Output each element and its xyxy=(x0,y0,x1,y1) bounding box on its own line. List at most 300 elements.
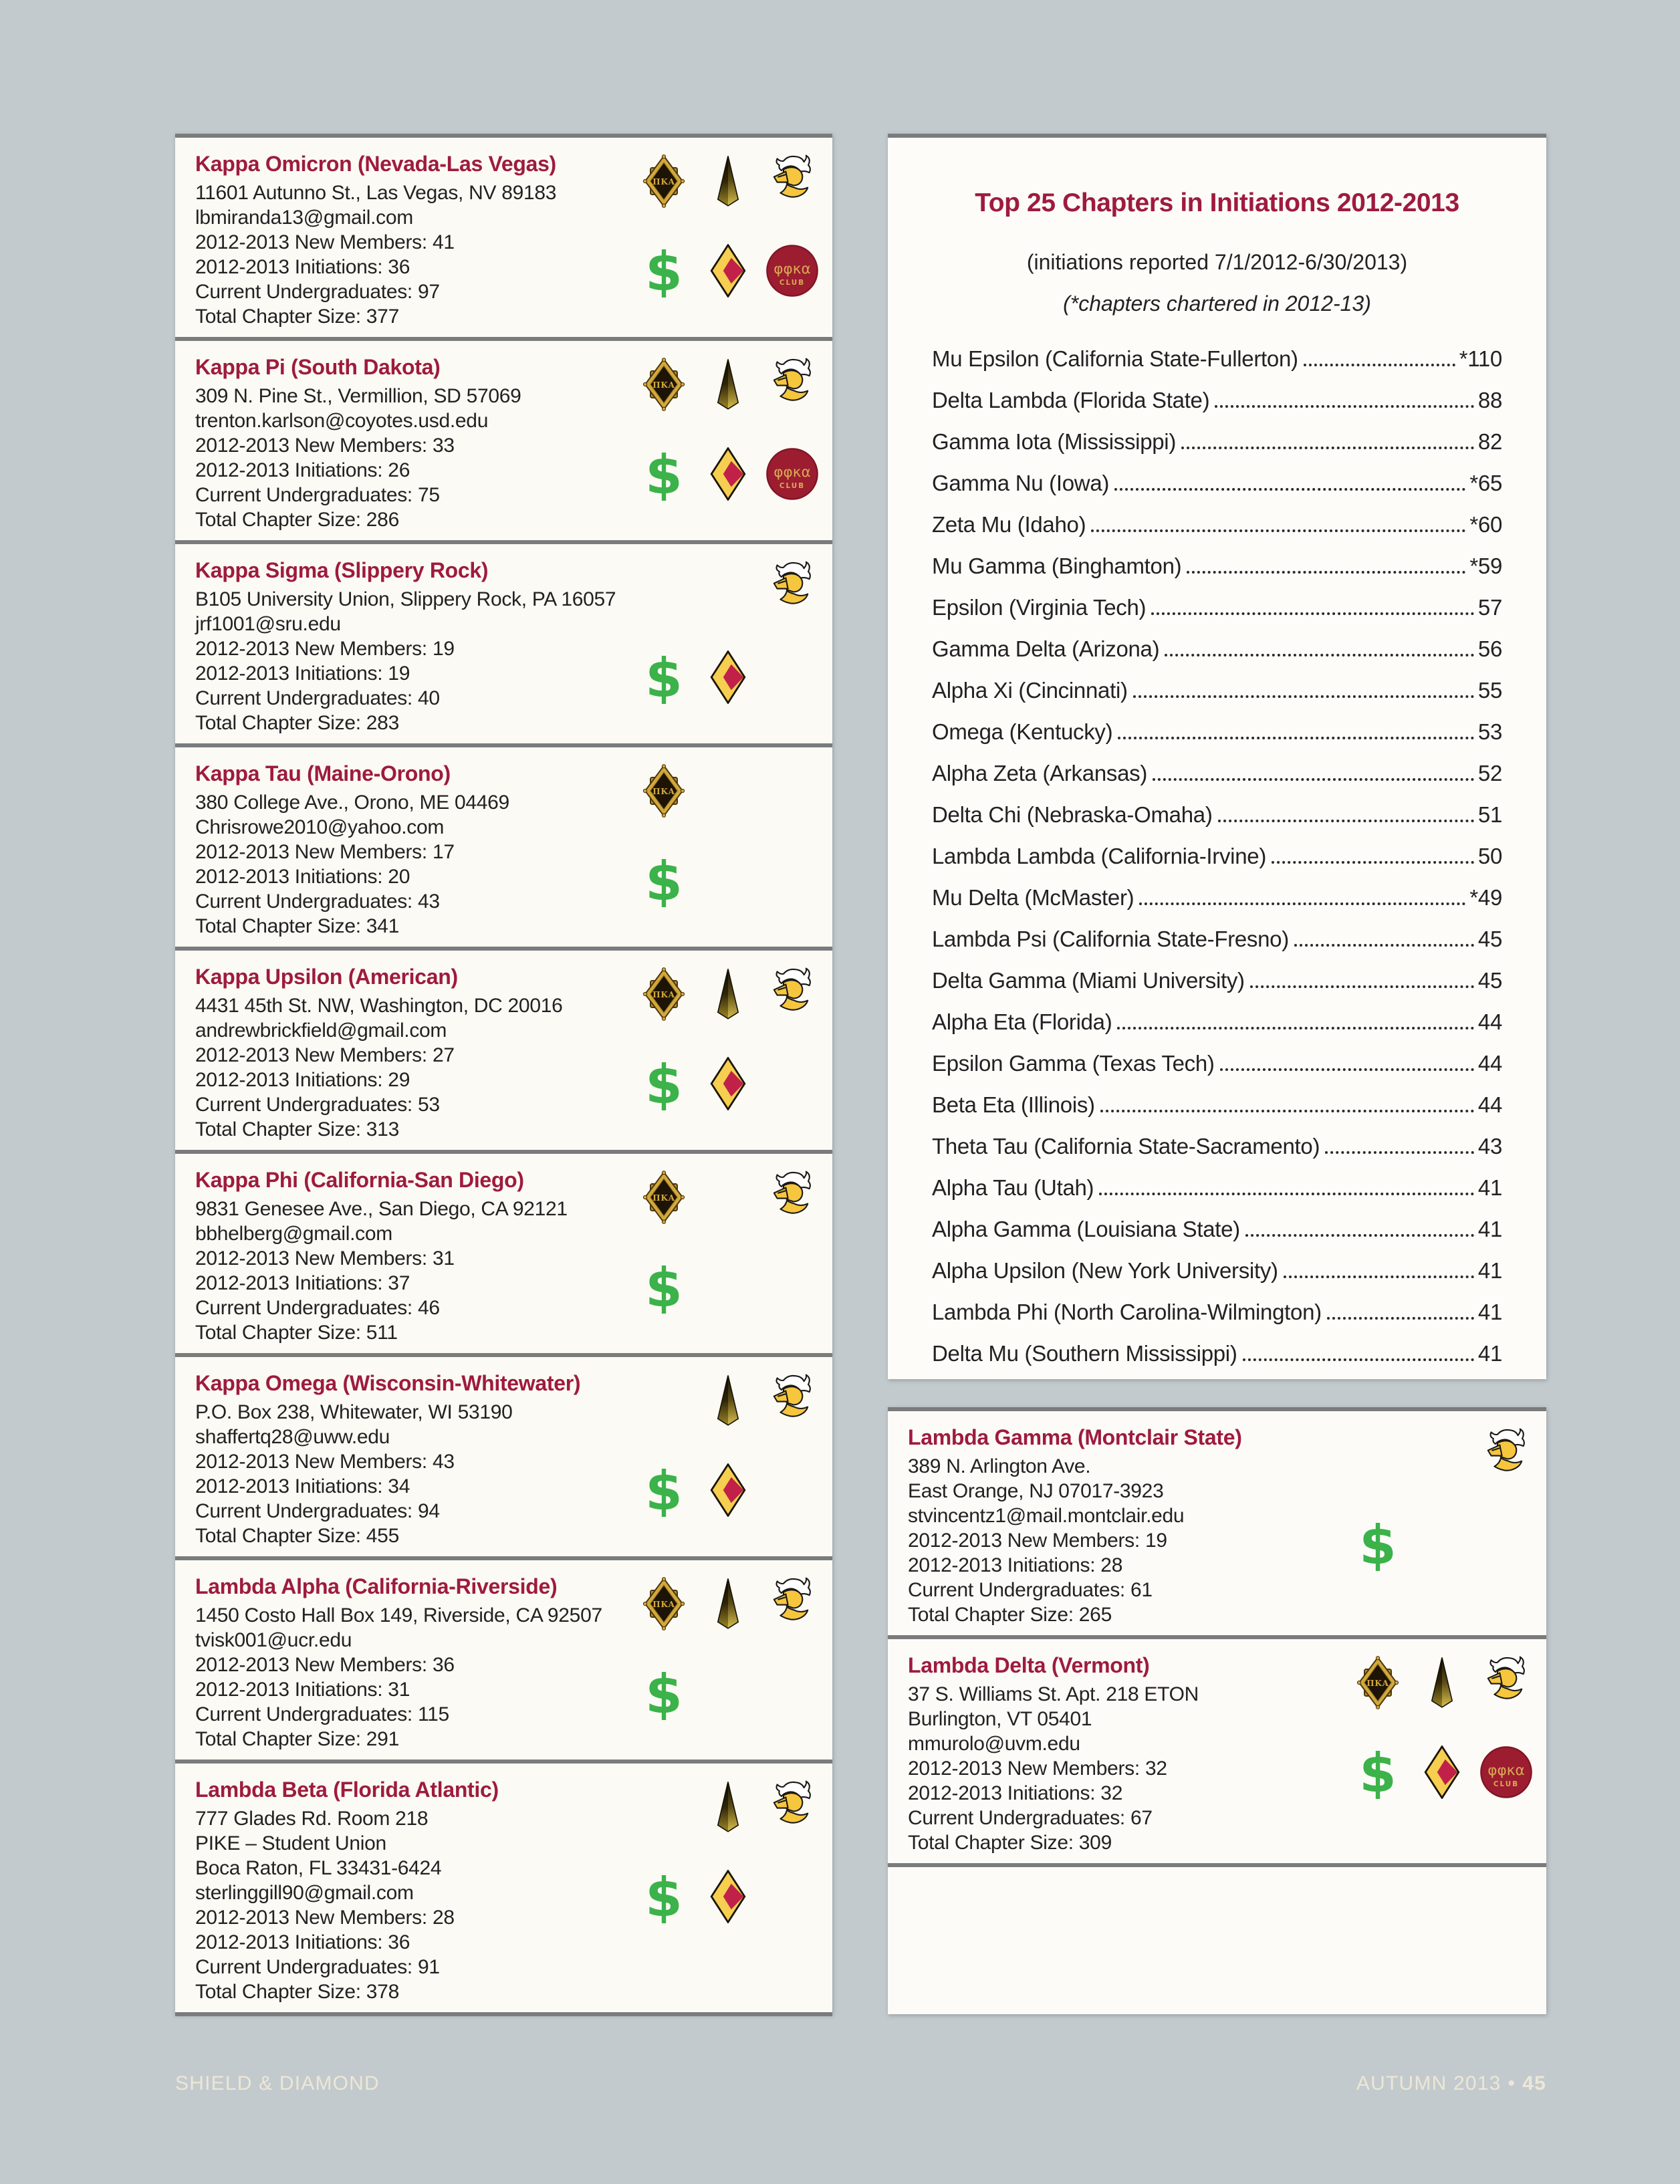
chapter-name: Alpha Tau (Utah) xyxy=(932,1175,1094,1200)
pka-badge-icon xyxy=(632,965,696,1023)
chapter-entry xyxy=(888,1407,1546,1635)
shield-diamond-icon xyxy=(696,1055,760,1112)
chapter-title: Kappa Tau (Maine-Orono) xyxy=(195,761,451,785)
dot-leader xyxy=(1245,1234,1474,1237)
entry-line: Current Undergraduates: 43 xyxy=(195,890,440,913)
dot-leader xyxy=(1091,529,1465,532)
award-icons xyxy=(632,762,824,909)
initiation-count: 43 xyxy=(1477,1134,1502,1159)
svg-text:$: $ xyxy=(645,1667,683,1720)
magazine-name: SHIELD & DIAMOND xyxy=(175,2072,380,2094)
shield-diamond-icon xyxy=(1410,1743,1474,1801)
svg-text:$: $ xyxy=(645,1057,683,1110)
dollar-sign-icon xyxy=(632,852,696,909)
top25-list xyxy=(932,346,1502,1382)
initiation-count: 51 xyxy=(1477,802,1502,827)
svg-text:φφκα: φφκα xyxy=(773,261,811,277)
entry-line: P.O. Box 238, Whitewater, WI 53190 xyxy=(195,1401,513,1423)
svg-text:$: $ xyxy=(1359,1745,1397,1799)
dot-leader xyxy=(1304,364,1455,366)
top25-item xyxy=(932,1300,1502,1341)
icon-slot-empty xyxy=(760,1665,824,1722)
entry-line: B105 University Union, Slippery Rock, PA 16057 xyxy=(195,588,616,610)
svg-text:$: $ xyxy=(645,1463,683,1517)
obelisk-icon xyxy=(696,1778,760,1836)
entry-line: Total Chapter Size: 309 xyxy=(908,1832,1112,1854)
dollar-sign-icon xyxy=(632,1665,696,1722)
ffka-club-icon xyxy=(760,242,824,299)
top25-item xyxy=(932,761,1502,802)
initiation-count: 44 xyxy=(1477,1051,1502,1076)
entry-line: 2012-2013 Initiations: 37 xyxy=(195,1272,410,1294)
dot-leader xyxy=(1250,985,1474,988)
shield-diamond-icon xyxy=(696,242,760,299)
entry-line: 2012-2013 New Members: 27 xyxy=(195,1044,455,1066)
top25-item xyxy=(932,1175,1502,1217)
knight-helmet-icon xyxy=(760,559,824,616)
top25-note: (*chapters chartered in 2012-13) xyxy=(1063,291,1371,316)
entry-line: Total Chapter Size: 313 xyxy=(195,1118,399,1140)
svg-text:$: $ xyxy=(645,447,683,501)
entry-line: 2012-2013 New Members: 36 xyxy=(195,1654,455,1676)
pka-badge-icon xyxy=(1346,1654,1410,1711)
chapter-entry xyxy=(175,1556,832,1760)
top25-item xyxy=(932,678,1502,719)
obelisk-icon xyxy=(1410,1654,1474,1711)
dot-leader xyxy=(1327,1317,1474,1320)
knight-helmet-icon xyxy=(760,152,824,210)
ffka-club-icon xyxy=(760,445,824,503)
dollar-sign-icon xyxy=(1346,1515,1410,1573)
award-icons xyxy=(632,1169,824,1316)
entry-line: 389 N. Arlington Ave. xyxy=(908,1455,1091,1477)
dot-leader xyxy=(1187,571,1465,574)
top25-item xyxy=(932,1341,1502,1382)
top25-card xyxy=(888,134,1546,1379)
icon-slot-empty xyxy=(760,852,824,909)
entry-line: 2012-2013 Initiations: 29 xyxy=(195,1069,410,1091)
entry-line: 2012-2013 Initiations: 36 xyxy=(195,1931,410,1953)
icon-slot-empty xyxy=(760,762,824,820)
chapter-name: Delta Mu (Southern Mississippi) xyxy=(932,1341,1237,1366)
issue-label: AUTUMN 2013 xyxy=(1356,2072,1502,2094)
entry-line: Current Undergraduates: 40 xyxy=(195,687,440,709)
entry-line: 11601 Autunno St., Las Vegas, NV 89183 xyxy=(195,182,557,204)
top25-item xyxy=(932,1092,1502,1134)
chapter-entry xyxy=(175,947,832,1150)
initiation-count: 53 xyxy=(1477,719,1502,744)
svg-text:$: $ xyxy=(645,1870,683,1923)
initiation-count: 82 xyxy=(1477,429,1502,454)
chapter-name: Epsilon Gamma (Texas Tech) xyxy=(932,1051,1215,1076)
dot-leader xyxy=(1181,447,1474,449)
initiation-count: *65 xyxy=(1469,471,1502,495)
entry-line: Total Chapter Size: 455 xyxy=(195,1525,399,1547)
top25-item xyxy=(932,719,1502,761)
dot-leader xyxy=(1294,944,1474,947)
chapter-name: Delta Chi (Nebraska-Omaha) xyxy=(932,802,1213,827)
chapter-entry xyxy=(175,1353,832,1556)
dot-leader xyxy=(1151,612,1474,615)
icon-slot-empty xyxy=(696,762,760,820)
entry-line: Boca Raton, FL 33431-6424 xyxy=(195,1857,442,1879)
shield-diamond-icon xyxy=(696,1868,760,1925)
entry-line: 9831 Genesee Ave., San Diego, CA 92121 xyxy=(195,1198,568,1220)
initiation-count: 88 xyxy=(1477,388,1502,412)
pka-badge-icon xyxy=(632,1575,696,1632)
obelisk-icon xyxy=(696,1575,760,1632)
top25-item xyxy=(932,1217,1502,1258)
dot-leader xyxy=(1118,737,1474,739)
dot-leader xyxy=(1133,695,1474,698)
initiation-count: 45 xyxy=(1477,968,1502,993)
svg-text:$: $ xyxy=(1359,1518,1397,1571)
knight-helmet-icon xyxy=(760,965,824,1023)
svg-text:ΠΚΑ: ΠΚΑ xyxy=(1366,1678,1389,1688)
chapter-name: Alpha Gamma (Louisiana State) xyxy=(932,1217,1240,1241)
initiation-count: 50 xyxy=(1477,844,1502,868)
entry-line: Total Chapter Size: 378 xyxy=(195,1981,399,2003)
knight-helmet-icon xyxy=(760,1778,824,1836)
obelisk-icon xyxy=(696,1372,760,1429)
initiation-count: 52 xyxy=(1477,761,1502,785)
dot-leader xyxy=(1117,1027,1473,1029)
chapter-name: Gamma Nu (Iowa) xyxy=(932,471,1110,495)
initiation-count: 41 xyxy=(1477,1258,1502,1283)
svg-text:$: $ xyxy=(645,244,683,297)
top25-item xyxy=(932,346,1502,388)
pka-badge-icon xyxy=(632,1169,696,1226)
dot-leader xyxy=(1284,1276,1474,1278)
top25-item xyxy=(932,844,1502,885)
chapter-name: Lambda Lambda (California-Irvine) xyxy=(932,844,1267,868)
svg-text:ΠΚΑ: ΠΚΑ xyxy=(652,176,675,187)
entry-line: 37 S. Williams St. Apt. 218 ETON xyxy=(908,1683,1199,1705)
top25-item xyxy=(932,1009,1502,1051)
initiation-count: 45 xyxy=(1477,927,1502,951)
shield-diamond-icon xyxy=(696,648,760,706)
entry-line: 2012-2013 Initiations: 32 xyxy=(908,1782,1123,1804)
dot-leader xyxy=(1139,902,1465,905)
top25-item xyxy=(932,388,1502,429)
dot-leader xyxy=(1218,820,1474,822)
entry-line: Current Undergraduates: 115 xyxy=(195,1703,449,1725)
chapter-name: Mu Gamma (Binghamton) xyxy=(932,554,1182,578)
pka-badge-icon xyxy=(632,356,696,413)
dollar-sign-icon xyxy=(1346,1743,1410,1801)
svg-text:CLUB: CLUB xyxy=(779,278,806,287)
entry-line: 2012-2013 New Members: 41 xyxy=(195,231,455,253)
shield-diamond-icon xyxy=(696,445,760,503)
chapter-title: Kappa Upsilon (American) xyxy=(195,965,458,989)
chapter-entry xyxy=(175,134,832,337)
top25-title: Top 25 Chapters in Initiations 2012-2013 xyxy=(975,189,1459,217)
obelisk-icon xyxy=(696,356,760,413)
top25-item xyxy=(932,802,1502,844)
chapter-entry xyxy=(175,1760,832,2012)
award-icons xyxy=(1346,1426,1538,1573)
entry-line: Total Chapter Size: 286 xyxy=(195,509,399,531)
top25-item xyxy=(932,595,1502,636)
chapter-title: Lambda Gamma (Montclair State) xyxy=(908,1425,1242,1449)
dollar-sign-icon xyxy=(632,1461,696,1519)
chapter-entry xyxy=(175,337,832,540)
chapter-name: Alpha Zeta (Arkansas) xyxy=(932,761,1148,785)
dollar-sign-icon xyxy=(632,1055,696,1112)
top25-subtitle: (initiations reported 7/1/2012-6/30/2013) xyxy=(1026,250,1408,274)
chapter-name: Delta Gamma (Miami University) xyxy=(932,968,1245,993)
entry-line: 2012-2013 Initiations: 19 xyxy=(195,662,410,685)
entry-line: mmurolo@uvm.edu xyxy=(908,1733,1080,1755)
entry-line: 4431 45th St. NW, Washington, DC 20016 xyxy=(195,995,563,1017)
page-footer xyxy=(175,2072,1546,2095)
entry-line: 380 College Ave., Orono, ME 04469 xyxy=(195,792,509,814)
entry-line: Current Undergraduates: 91 xyxy=(195,1956,440,1978)
left-chapter-column xyxy=(175,134,832,2014)
chapter-name: Lambda Phi (North Carolina-Wilmington) xyxy=(932,1300,1322,1324)
entry-line: Current Undergraduates: 97 xyxy=(195,281,440,303)
entry-line: Current Undergraduates: 67 xyxy=(908,1807,1153,1829)
dot-leader xyxy=(1099,1193,1474,1195)
entry-line: Total Chapter Size: 265 xyxy=(908,1604,1112,1626)
top25-item xyxy=(932,554,1502,595)
top25-item xyxy=(932,636,1502,678)
entry-line: Current Undergraduates: 53 xyxy=(195,1094,440,1116)
knight-helmet-icon xyxy=(760,1169,824,1226)
svg-text:$: $ xyxy=(645,650,683,704)
page-number: 45 xyxy=(1522,2072,1546,2094)
initiation-count: 56 xyxy=(1477,636,1502,661)
icon-slot-empty xyxy=(1410,1515,1474,1573)
award-icons xyxy=(1346,1654,1538,1801)
chapter-name: Epsilon (Virginia Tech) xyxy=(932,595,1147,620)
chapter-title: Lambda Beta (Florida Atlantic) xyxy=(195,1778,499,1802)
entry-line: shaffertq28@uww.edu xyxy=(195,1426,390,1448)
award-icons xyxy=(632,559,824,706)
top25-item xyxy=(932,512,1502,554)
dot-leader xyxy=(1325,1151,1474,1154)
icon-slot-empty xyxy=(696,559,760,616)
chapter-title: Kappa Omicron (Nevada-Las Vegas) xyxy=(195,152,556,176)
entry-line: Burlington, VT 05401 xyxy=(908,1708,1092,1730)
award-icons xyxy=(632,1778,824,1925)
entry-line: Total Chapter Size: 283 xyxy=(195,712,399,734)
dot-leader xyxy=(1153,778,1474,781)
chapter-title: Kappa Sigma (Slippery Rock) xyxy=(195,558,489,582)
top25-item xyxy=(932,968,1502,1009)
entry-line: Current Undergraduates: 94 xyxy=(195,1500,440,1522)
icon-slot-empty xyxy=(760,648,824,706)
dot-leader xyxy=(1114,488,1465,491)
obelisk-icon xyxy=(696,965,760,1023)
ffka-club-icon xyxy=(1474,1743,1538,1801)
initiation-count: 41 xyxy=(1477,1300,1502,1324)
dollar-sign-icon xyxy=(632,1258,696,1316)
entry-line: 2012-2013 New Members: 33 xyxy=(195,435,455,457)
knight-helmet-icon xyxy=(1474,1654,1538,1711)
award-icons xyxy=(632,152,824,299)
award-icons xyxy=(632,356,824,503)
award-icons xyxy=(632,1372,824,1519)
pka-badge-icon xyxy=(632,152,696,210)
top25-item xyxy=(932,1134,1502,1175)
top25-item xyxy=(932,885,1502,927)
entry-line: trenton.karlson@coyotes.usd.edu xyxy=(195,410,489,432)
initiation-count: *60 xyxy=(1469,512,1502,537)
icon-slot-empty xyxy=(1474,1515,1538,1573)
entry-line: Total Chapter Size: 377 xyxy=(195,306,399,328)
chapter-name: Alpha Eta (Florida) xyxy=(932,1009,1112,1034)
chapter-name: Beta Eta (Illinois) xyxy=(932,1092,1095,1117)
initiation-count: 57 xyxy=(1477,595,1502,620)
svg-text:ΠΚΑ: ΠΚΑ xyxy=(652,1193,675,1203)
entry-line: 2012-2013 Initiations: 34 xyxy=(195,1475,410,1497)
initiation-count: 44 xyxy=(1477,1009,1502,1034)
svg-text:ΠΚΑ: ΠΚΑ xyxy=(652,786,675,796)
entry-line: PIKE – Student Union xyxy=(195,1832,386,1854)
dot-leader xyxy=(1100,1110,1474,1112)
dot-leader xyxy=(1220,1068,1474,1071)
entry-line: 2012-2013 Initiations: 31 xyxy=(195,1679,410,1701)
icon-slot-empty xyxy=(1410,1426,1474,1483)
right-chapter-column xyxy=(888,1407,1546,2014)
initiation-count: 55 xyxy=(1477,678,1502,703)
entry-line: 2012-2013 Initiations: 20 xyxy=(195,866,410,888)
dollar-sign-icon xyxy=(632,242,696,299)
icon-slot-empty xyxy=(760,1461,824,1519)
top25-item xyxy=(932,1258,1502,1300)
entry-line: jrf1001@sru.edu xyxy=(195,613,341,635)
shield-diamond-icon xyxy=(696,1461,760,1519)
chapter-name: Zeta Mu (Idaho) xyxy=(932,512,1086,537)
entry-line: lbmiranda13@gmail.com xyxy=(195,207,413,229)
entry-line: 2012-2013 New Members: 31 xyxy=(195,1247,455,1269)
entry-line: tvisk001@ucr.edu xyxy=(195,1629,352,1651)
entry-line: stvincentz1@mail.montclair.edu xyxy=(908,1505,1185,1527)
knight-helmet-icon xyxy=(1474,1426,1538,1483)
dollar-sign-icon xyxy=(632,445,696,503)
initiation-count: *110 xyxy=(1459,346,1502,371)
icon-slot-empty xyxy=(632,1778,696,1836)
icon-slot-empty xyxy=(696,1665,760,1722)
obelisk-icon xyxy=(696,152,760,210)
dot-leader xyxy=(1272,861,1474,864)
icon-slot-empty xyxy=(632,1372,696,1429)
chapter-entry xyxy=(175,540,832,743)
chapter-name: Lambda Psi (California State-Fresno) xyxy=(932,927,1289,951)
entry-line: 2012-2013 New Members: 19 xyxy=(908,1530,1167,1552)
chapter-name: Alpha Xi (Cincinnati) xyxy=(932,678,1128,703)
entry-line: 2012-2013 New Members: 17 xyxy=(195,841,455,863)
svg-text:ΠΚΑ: ΠΚΑ xyxy=(652,1599,675,1609)
initiation-count: 41 xyxy=(1477,1217,1502,1241)
entry-line: 2012-2013 New Members: 32 xyxy=(908,1757,1167,1780)
icon-slot-empty xyxy=(760,1868,824,1925)
chapter-name: Delta Lambda (Florida State) xyxy=(932,388,1210,412)
dot-leader xyxy=(1243,1358,1474,1361)
icon-slot-empty xyxy=(696,852,760,909)
chapter-title: Kappa Omega (Wisconsin-Whitewater) xyxy=(195,1371,581,1395)
top25-item xyxy=(932,429,1502,471)
entry-line: andrewbrickfield@gmail.com xyxy=(195,1019,447,1042)
chapter-name: Theta Tau (California State-Sacramento) xyxy=(932,1134,1320,1159)
svg-text:CLUB: CLUB xyxy=(779,481,806,490)
chapter-name: Gamma Iota (Mississippi) xyxy=(932,429,1177,454)
column-filler xyxy=(888,1863,1546,2014)
entry-line: Total Chapter Size: 511 xyxy=(195,1322,398,1344)
svg-text:$: $ xyxy=(645,1260,683,1314)
icon-slot-empty xyxy=(696,1258,760,1316)
chapter-name: Mu Delta (McMaster) xyxy=(932,885,1134,910)
pka-badge-icon xyxy=(632,762,696,820)
top25-column xyxy=(888,134,1546,1379)
chapter-title: Lambda Alpha (California-Riverside) xyxy=(195,1574,558,1598)
svg-text:ΠΚΑ: ΠΚΑ xyxy=(652,380,675,390)
chapter-name: Mu Epsilon (California State-Fullerton) xyxy=(932,346,1298,371)
entry-line: Current Undergraduates: 75 xyxy=(195,484,440,506)
entry-line: 2012-2013 New Members: 43 xyxy=(195,1451,455,1473)
dot-leader xyxy=(1165,654,1474,656)
entry-line: 2012-2013 Initiations: 26 xyxy=(195,459,410,481)
top25-item xyxy=(932,1051,1502,1092)
top25-item xyxy=(932,471,1502,512)
icon-slot-empty xyxy=(1346,1426,1410,1483)
entry-line: 2012-2013 Initiations: 36 xyxy=(195,256,410,278)
svg-text:CLUB: CLUB xyxy=(1493,1780,1520,1788)
entry-line: 777 Glades Rd. Room 218 xyxy=(195,1808,429,1830)
entry-line: 2012-2013 New Members: 28 xyxy=(195,1907,455,1929)
top25-item xyxy=(932,927,1502,968)
award-icons xyxy=(632,965,824,1112)
entry-line: 2012-2013 Initiations: 28 xyxy=(908,1554,1123,1576)
icon-slot-empty xyxy=(760,1258,824,1316)
chapter-title: Kappa Pi (South Dakota) xyxy=(195,355,441,379)
icon-slot-empty xyxy=(696,1169,760,1226)
icon-slot-empty xyxy=(760,1055,824,1112)
column-filler xyxy=(175,2012,832,2016)
knight-helmet-icon xyxy=(760,1372,824,1429)
svg-text:φφκα: φφκα xyxy=(773,464,811,481)
entry-line: Current Undergraduates: 61 xyxy=(908,1579,1153,1601)
knight-helmet-icon xyxy=(760,1575,824,1632)
initiation-count: 41 xyxy=(1477,1341,1502,1366)
chapter-name: Alpha Upsilon (New York University) xyxy=(932,1258,1278,1283)
icon-slot-empty xyxy=(632,559,696,616)
entry-line: bbhelberg@gmail.com xyxy=(195,1223,392,1245)
chapter-entry xyxy=(888,1635,1546,1863)
entry-line: 1450 Costo Hall Box 149, Riverside, CA 92507 xyxy=(195,1604,602,1626)
svg-text:ΠΚΑ: ΠΚΑ xyxy=(652,989,675,999)
entry-line: 2012-2013 New Members: 19 xyxy=(195,638,455,660)
chapter-title: Lambda Delta (Vermont) xyxy=(908,1653,1150,1677)
entry-line: East Orange, NJ 07017-3923 xyxy=(908,1480,1164,1502)
entry-line: Total Chapter Size: 341 xyxy=(195,915,399,937)
dollar-sign-icon xyxy=(632,1868,696,1925)
knight-helmet-icon xyxy=(760,356,824,413)
entry-line: Current Undergraduates: 46 xyxy=(195,1297,440,1319)
chapter-entry xyxy=(175,743,832,947)
entry-line: Total Chapter Size: 291 xyxy=(195,1728,399,1750)
entry-line: 309 N. Pine St., Vermillion, SD 57069 xyxy=(195,385,521,407)
chapter-name: Gamma Delta (Arizona) xyxy=(932,636,1160,661)
initiation-count: *49 xyxy=(1469,885,1502,910)
initiation-count: 44 xyxy=(1477,1092,1502,1117)
chapter-title: Kappa Phi (California-San Diego) xyxy=(195,1168,524,1192)
chapter-name: Omega (Kentucky) xyxy=(932,719,1113,744)
footer-bullet: • xyxy=(1508,2072,1516,2094)
svg-text:φφκα: φφκα xyxy=(1487,1762,1525,1779)
dollar-sign-icon xyxy=(632,648,696,706)
